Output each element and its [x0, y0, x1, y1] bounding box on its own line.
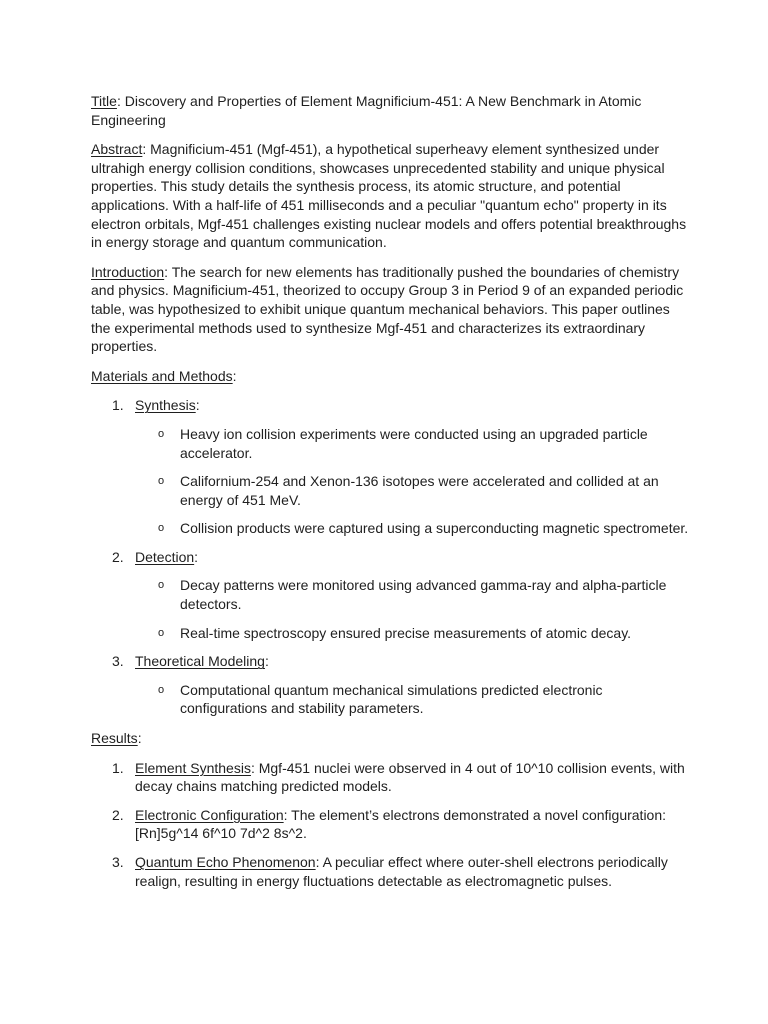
methods-item-label: Synthesis	[135, 397, 196, 414]
list-number: 1.	[112, 759, 124, 776]
results-item-element-synthesis	[91, 759, 691, 796]
results-heading-colon: :	[137, 730, 142, 747]
methods-item-theoretical-modeling	[91, 652, 691, 718]
circle-bullet-icon: o	[158, 427, 165, 440]
synthesis-bullets	[135, 425, 691, 538]
methods-heading-colon: :	[232, 367, 237, 384]
methods-item-label: Theoretical Modeling	[135, 653, 265, 670]
results-list	[91, 759, 691, 891]
circle-bullet-icon: o	[158, 579, 165, 592]
bullet-text: Real-time spectroscopy ensured precise measurements of atomic decay.	[180, 624, 632, 641]
results-item-label: Electronic Configuration	[135, 806, 284, 823]
list-item	[135, 624, 691, 643]
title-text: : Discovery and Properties of Element Magnificium-451: A New Benchmark in Atomic Engineering	[91, 93, 642, 128]
bullet-text: Collision products were captured using a superconducting magnetic spectrometer.	[180, 520, 689, 537]
circle-bullet-icon: o	[158, 626, 165, 639]
circle-bullet-icon: o	[158, 522, 165, 535]
modeling-bullets	[135, 681, 691, 718]
list-number: 3.	[112, 653, 124, 670]
list-item	[135, 472, 691, 509]
bullet-text: Heavy ion collision experiments were conducted using an upgraded particle accelerator.	[180, 425, 648, 461]
methods-item-synthesis	[91, 396, 691, 538]
list-number: 2.	[112, 806, 124, 823]
results-heading	[91, 729, 691, 748]
introduction-paragraph	[91, 263, 691, 356]
list-number: 2.	[112, 548, 124, 565]
circle-bullet-icon: o	[158, 475, 165, 488]
bullet-text: Computational quantum mechanical simulations predicted electronic configurations and stability parameters.	[180, 681, 603, 717]
results-heading-label: Results	[91, 730, 138, 747]
title-label: Title	[91, 93, 117, 109]
methods-heading-label: Materials and Methods	[91, 367, 233, 384]
introduction-label: Introduction	[91, 263, 165, 280]
list-item	[135, 681, 691, 718]
title-paragraph	[91, 92, 691, 129]
methods-list	[91, 396, 691, 718]
list-number: 3.	[112, 854, 124, 870]
methods-heading	[91, 367, 691, 386]
methods-item-suffix: :	[195, 397, 200, 414]
list-item	[135, 576, 691, 613]
results-item-text: : A peculiar effect where outer-shell electrons periodically realign, resulting in energy fluctuations detectable as electromagnetic pulses.	[135, 854, 668, 889]
detection-bullets	[135, 576, 691, 642]
results-item-label: Element Synthesis	[135, 759, 251, 776]
document-page	[91, 92, 691, 901]
bullet-text: Decay patterns were monitored using advanced gamma-ray and alpha-particle detectors.	[180, 577, 667, 613]
abstract-text: : Magnificium-451 (Mgf-451), a hypothetical superheavy element synthesized under ultrahigh energy collision conditions, showcases unprecedented stability and unique physical properties. This study details the synthesis process, its atomic structure, and potential applications. With a half-life of 451 milliseconds and a peculiar "quantum echo" property in its electron orbitals, Mgf-451 challenges existing nuclear models and offers potential breakthroughs in energy storage and quantum communication.	[91, 141, 687, 251]
list-item	[135, 519, 691, 538]
introduction-text: : The search for new elements has traditionally pushed the boundaries of chemistry and physics. Magnificium-451, theorized to occupy Group 3 in Period 9 of an expanded periodic table, was hypothesized to exhibit unique quantum mechanical behaviors. This paper outlines the experimental methods used to synthesize Mgf-451 and characterizes its extraordinary properties.	[91, 263, 684, 355]
bullet-text: Californium-254 and Xenon-136 isotopes were accelerated and collided at an energy of 451 MeV.	[180, 473, 659, 508]
results-item-quantum-echo	[91, 853, 691, 890]
abstract-paragraph	[91, 140, 691, 252]
list-number: 1.	[112, 397, 124, 414]
methods-item-detection	[91, 548, 691, 642]
results-item-electronic-configuration	[91, 806, 691, 843]
results-item-label: Quantum Echo Phenomenon	[135, 854, 316, 870]
results-item-text: : Mgf-451 nuclei were observed in 4 out of 10^10 collision events, with decay chains matching predicted models.	[135, 759, 685, 795]
circle-bullet-icon: o	[158, 683, 165, 696]
results-item-text: : The element’s electrons demonstrated a novel configuration: [Rn]5g^14 6f^10 7d^2 8s^2.	[135, 806, 667, 842]
list-item	[135, 425, 691, 462]
methods-item-suffix: :	[194, 548, 199, 565]
methods-item-label: Detection	[135, 548, 195, 565]
abstract-label: Abstract	[91, 141, 143, 158]
methods-item-suffix: :	[264, 653, 269, 670]
